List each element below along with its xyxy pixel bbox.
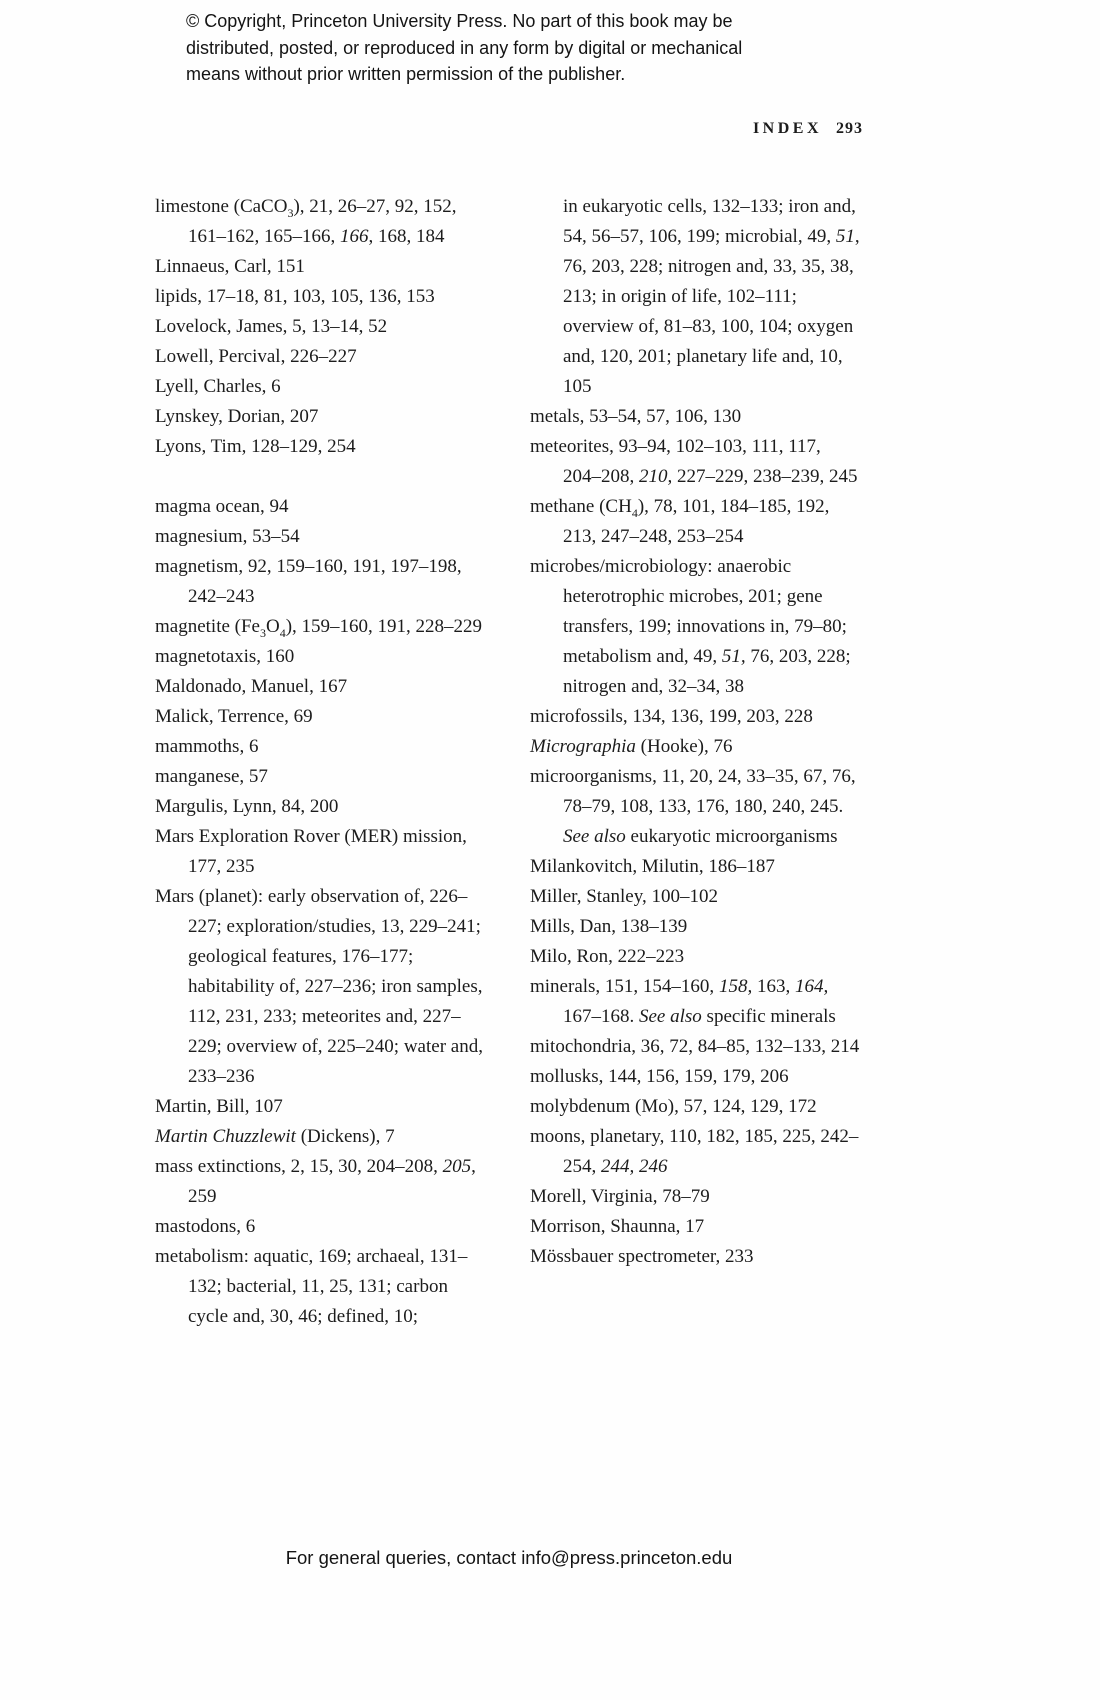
contact-footer <box>155 1547 863 1569</box>
index-entry: meteorites, 93–94, 102–103, 111, 117, 204–208, 210, 227–229, 238–239, 245 <box>530 436 858 487</box>
index-entry: mass extinctions, 2, 15, 30, 204–208, 205, 259 <box>155 1156 476 1207</box>
index-entry: limestone (CaCO$_3$), 21, 26–27, 92, 152, 161–162, 165–166, 166, 168, 184 <box>155 196 457 247</box>
page-number: 293 <box>836 120 863 137</box>
index-entry: mitochondria, 36, 72, 84–85, 132–133, 214 <box>530 1036 860 1057</box>
index-entry: metals, 53–54, 57, 106, 130 <box>530 406 742 427</box>
index-entry: Mills, Dan, 138–139 <box>530 916 688 937</box>
index-entry: Mars (planet): early observation of, 226–227; exploration/studies, 13, 229–241; geological features, 176–177; habitability of, 227–236; iron samples, 112, 231, 233; meteorites and, 227–229; overview of, 225–240; water and, 233–236 <box>155 886 483 1087</box>
index-entry: lipids, 17–18, 81, 103, 105, 136, 153 <box>155 286 435 307</box>
index-entry: Milankovitch, Milutin, 186–187 <box>530 856 775 877</box>
index-column-left <box>155 192 488 1332</box>
index-entry: Lyell, Charles, 6 <box>155 376 281 397</box>
index-entry: mammoths, 6 <box>155 736 259 757</box>
index-entry: Morrison, Shaunna, 17 <box>530 1216 705 1237</box>
index-entry: in eukaryotic cells, 132–133; iron and, 54, 56–57, 106, 199; microbial, 49, 51, 76, 203, 228; nitrogen and, 33, 35, 38, 213; in origin of life, 102–111; overview of, 81–83, 100, 104; oxygen and, 120, 201; planetary life and, 10, 105 <box>563 196 860 397</box>
index-entry: manganese, 57 <box>155 766 268 787</box>
copyright-line: means without prior written permission of the publisher. <box>186 64 626 84</box>
index-entry: Lowell, Percival, 226–227 <box>155 346 357 367</box>
index-entry: Lyons, Tim, 128–129, 254 <box>155 436 356 457</box>
index-entry: moons, planetary, 110, 182, 185, 225, 242–254, 244, 246 <box>530 1126 859 1177</box>
index-entry: Linnaeus, Carl, 151 <box>155 256 305 277</box>
index-entry: magnetite $(Fe_3O_4)$, 159–160, 191, 228–229 <box>155 616 483 640</box>
index-entry: Mars Exploration Rover (MER) mission, 177, 235 <box>155 826 467 877</box>
index-entry: metabolism: aquatic, 169; archaeal, 131–132; bacterial, 11, 25, 131; carbon cycle and, 30, 46; defined, 10; <box>155 1246 468 1327</box>
index-entry: Margulis, Lynn, 84, 200 <box>155 796 339 817</box>
index-entry: magma ocean, 94 <box>155 496 289 517</box>
index-entry: magnesium, 53–54 <box>155 526 300 547</box>
index-entry: methane $(CH_4)$, 78, 101, 184–185, 192, 213, 247–248, 253–254 <box>530 496 830 547</box>
index-entry: Milo, Ron, 222–223 <box>530 946 685 967</box>
index-columns <box>155 192 863 1332</box>
contact-footer-text: For general queries, contact info@press.princeton.edu <box>285 1547 733 1568</box>
index-entry: microfossils, 134, 136, 199, 203, 228 <box>530 706 813 727</box>
index-heading: INDEX <box>752 120 822 137</box>
index-entry: magnetism, 92, 159–160, 191, 197–198, 242–243 <box>155 556 462 607</box>
index-entry: magnetotaxis, 160 <box>155 646 295 667</box>
index-entry: microbes/microbiology: anaerobic heterotrophic microbes, 201; gene transfers, 199; innovations in, 79–80; metabolism and, 49, 51, 76, 203, 228; nitrogen and, 32–34, 38 <box>530 556 851 697</box>
running-head <box>155 120 863 138</box>
index-entry: Malick, Terrence, 69 <box>155 706 313 727</box>
copyright-notice <box>186 8 742 88</box>
index-entry: Miller, Stanley, 100–102 <box>530 886 718 907</box>
index-entry: Lovelock, James, 5, 13–14, 52 <box>155 316 388 337</box>
index-entry: minerals, 151, 154–160, 158, 163, 164, 167–168. See also specific minerals <box>530 976 836 1027</box>
copyright-line: distributed, posted, or reproduced in any form by digital or mechanical <box>186 37 743 58</box>
index-entry: mollusks, 144, 156, 159, 179, 206 <box>530 1066 789 1087</box>
index-entry: Morell, Virginia, 78–79 <box>530 1186 710 1207</box>
index-entry: Martin, Bill, 107 <box>155 1096 283 1117</box>
index-entry: molybdenum (Mo), 57, 124, 129, 172 <box>530 1096 817 1117</box>
index-entry: Mössbauer spectrometer, 233 <box>530 1246 754 1267</box>
copyright-line: © Copyright, Princeton University Press. No part of this book may be <box>186 11 733 31</box>
index-entry: Lynskey, Dorian, 207 <box>155 406 319 427</box>
index-column-right <box>530 192 863 1332</box>
index-entry: mastodons, 6 <box>155 1216 256 1237</box>
index-entry: Maldonado, Manuel, 167 <box>155 676 348 697</box>
index-entry: Micrographia (Hooke), 76 <box>530 736 733 757</box>
index-entry: microorganisms, 11, 20, 24, 33–35, 67, 76, 78–79, 108, 133, 176, 180, 240, 245. See also eukaryotic microorganisms <box>530 766 856 847</box>
index-entry: Martin Chuzzlewit (Dickens), 7 <box>155 1126 395 1147</box>
